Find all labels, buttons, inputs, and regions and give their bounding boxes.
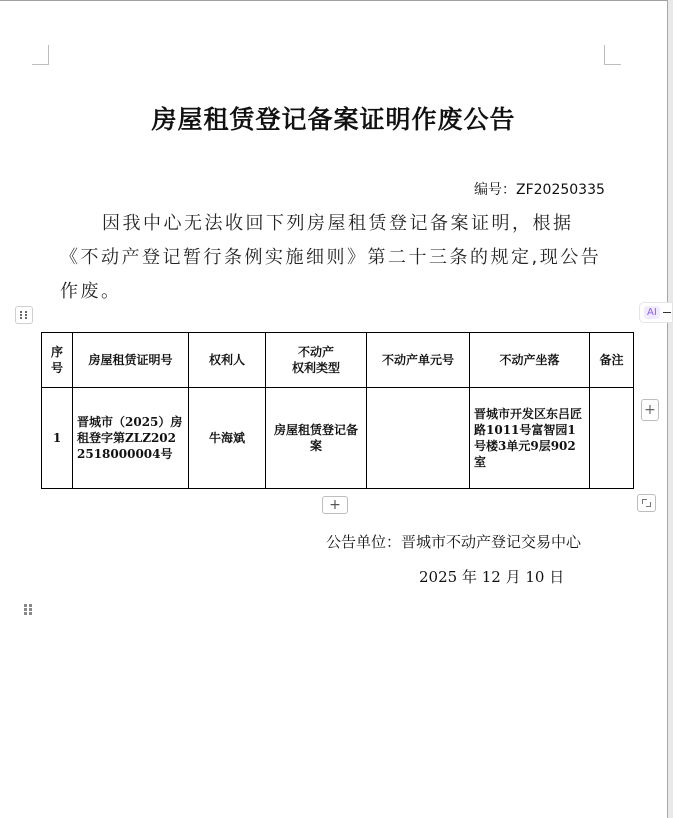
table-header-row — [42, 333, 634, 388]
paragraph-drag-handle[interactable] — [24, 604, 32, 615]
header-location: 不动产坐落 — [470, 333, 590, 388]
cell-seq: 1 — [42, 388, 73, 489]
cell-certificate-no: 晋城市（2025）房租登字第ZLZ2022518000004号 — [73, 388, 189, 489]
dash-icon — [663, 312, 671, 313]
issuing-unit: 公告单位：晋城市不动产登记交易中心 — [326, 533, 582, 551]
cell-remark — [590, 388, 634, 489]
add-row-button[interactable] — [322, 496, 348, 514]
header-remark: 备注 — [590, 333, 634, 388]
plus-icon: + — [644, 402, 656, 418]
notice-paragraph: 因我中心无法收回下列房屋租赁登记备案证明，根据《不动产登记暂行条例实施细则》第二十三条的规定,现公告作废。 — [60, 213, 602, 302]
header-certificate-no: 房屋租赁证明号 — [73, 333, 189, 388]
cell-location: 晋城市开发区东吕匠路1011号富智园1号楼3单元9层902室 — [470, 388, 590, 489]
header-seq: 序 号 — [42, 333, 73, 388]
header-holder: 权利人 — [189, 333, 266, 388]
plus-icon: + — [329, 497, 341, 513]
issue-date: 2025 年 12 月 10 日 — [419, 568, 565, 586]
ai-label: AI — [644, 306, 660, 319]
table-drag-handle[interactable] — [15, 306, 33, 324]
ai-assistant-button[interactable] — [639, 302, 673, 323]
document-title: 房屋租赁登记备案证明作废公告 — [151, 105, 516, 134]
page-right-edge — [667, 0, 673, 818]
document-number: 编号：ZF20250335 — [474, 182, 605, 198]
margin-corner-top-left — [32, 45, 49, 65]
page-top-border — [0, 0, 667, 1]
voided-certificates-table — [41, 332, 634, 489]
cell-right-type: 房屋租赁登记备案 — [266, 388, 367, 489]
table-row — [42, 388, 634, 489]
header-right-type: 不动产 权利类型 — [266, 333, 367, 388]
drag-dots-icon — [24, 604, 32, 615]
margin-corner-top-right — [604, 45, 621, 65]
table-resize-button[interactable] — [637, 494, 656, 512]
header-unit-no: 不动产单元号 — [367, 333, 470, 388]
cell-unit-no — [367, 388, 470, 489]
add-column-button[interactable] — [641, 399, 659, 421]
drag-dots-icon — [20, 311, 28, 319]
cell-holder: 牛海斌 — [189, 388, 266, 489]
